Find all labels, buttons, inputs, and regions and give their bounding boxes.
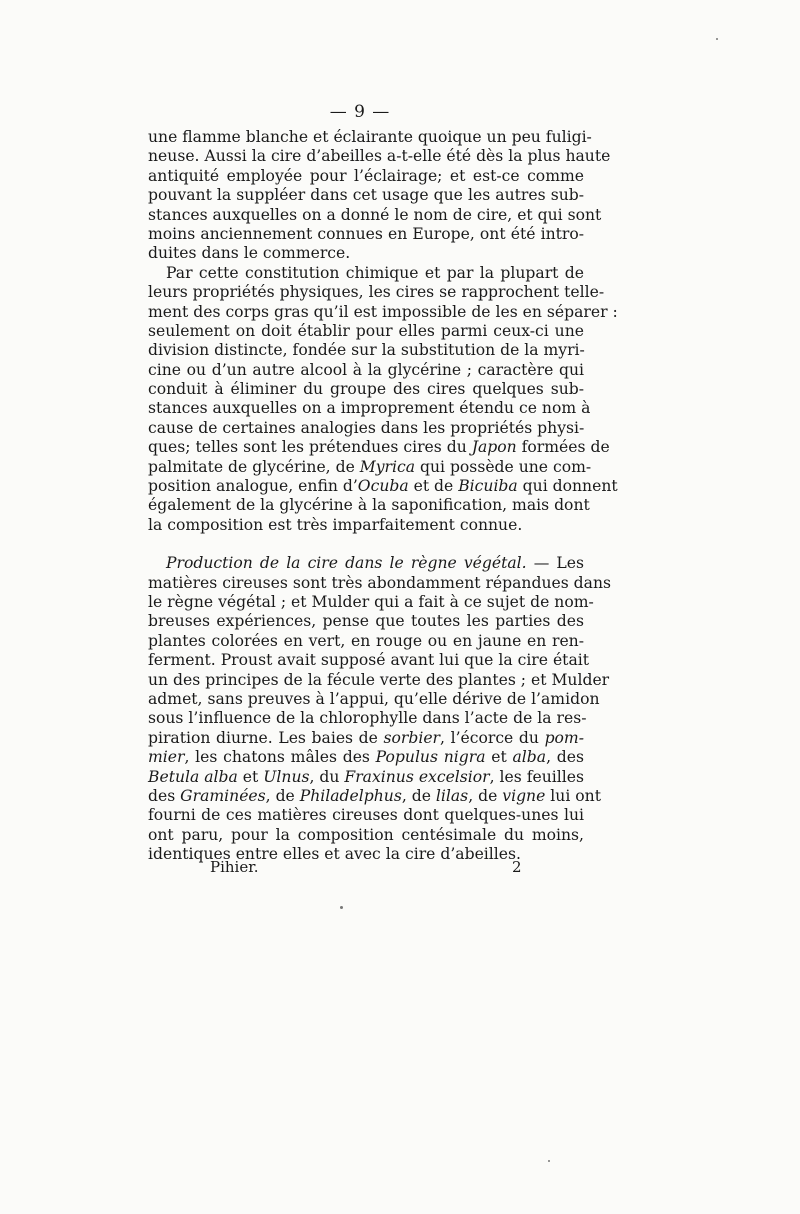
text-line: stances auxquelles on a donné le nom de cire, et qui sont (148, 205, 602, 224)
paper-speck (548, 1160, 550, 1162)
text-line: le règne végétal ; et Mulder qui a fait à ce sujet de nom- (148, 592, 594, 611)
text-line: fourni de ces matières cireuses dont quelques-unes lui (148, 806, 584, 825)
text-line: Par cette constitution chimique et par la plupart de (166, 263, 584, 282)
text-line: division distincte, fondée sur la substitution de la myri- (148, 341, 585, 360)
text-line: Betula alba et Ulnus, du Fraxinus excelsior, les feuilles (148, 767, 584, 786)
text-line: pouvant la suppléer dans cet usage que les autres sub- (148, 186, 584, 205)
text-line: la composition est très imparfaitement connue. (148, 515, 523, 534)
text-line: également de la glycérine à la saponification, mais dont (148, 496, 590, 515)
text-line: des Graminées, de Philadelphus, de lilas, de vigne lui ont (148, 786, 601, 805)
text-line: mier, les chatons mâles des Populus nigra et alba, des (148, 748, 584, 767)
text-line: ques; telles sont les prétendues cires du Japon formées de (148, 438, 610, 457)
text-line: ment des corps gras qu’il est impossible de les en séparer : (148, 302, 618, 321)
text-line: cause de certaines analogies dans les propriétés physi- (148, 418, 585, 437)
text-line: duites dans le commerce. (148, 244, 351, 263)
text-line: moins anciennement connues en Europe, ont été intro- (148, 224, 584, 243)
paragraph-wax-lighting (148, 128, 611, 264)
text-line: admet, sans preuves à l’appui, qu’elle dérive de l’amidon (148, 689, 600, 708)
text-line: neuse. Aussi la cire d’abeilles a-t-elle été dès la plus haute (148, 147, 611, 166)
text-line: position analogue, enfin d’Ocuba et de Bicuiba qui donnent (148, 477, 618, 496)
text-line: antiquité employée pour l’éclairage; et est-ce comme (148, 166, 584, 185)
signature-mark: 2 (512, 858, 522, 876)
text-line: ferment. Proust avait supposé avant lui que la cire était (148, 651, 589, 670)
paragraph-plant-wax (148, 554, 612, 864)
text-line: un des principes de la fécule verte des plantes ; et Mulder (148, 670, 610, 689)
text-line: seulement on doit établir pour elles parmi ceux-ci une (148, 321, 584, 340)
text-line: breuses expériences, pense que toutes les parties des (148, 612, 584, 631)
text-line: leurs propriétés physiques, les cires se rapprochent telle- (148, 283, 605, 302)
text-line: sous l’influence de la chlorophylle dans l’acte de la res- (148, 709, 587, 728)
text-line: matières cireuses sont très abondamment répandues dans (148, 573, 612, 592)
paragraph-gap (148, 535, 584, 554)
text-line: conduit à éliminer du groupe des cires quelques sub- (148, 380, 584, 399)
author-name: Pihier. (210, 858, 259, 876)
text-line: identiques entre elles et avec la cire d’abeilles. (148, 845, 521, 864)
text-line: cine ou d’un autre alcool à la glycérine ; caractère qui (148, 360, 584, 379)
text-line: plantes colorées en vert, en rouge ou en jaune en ren- (148, 631, 584, 650)
text-line: ont paru, pour la composition centésimale du moins, (148, 825, 584, 844)
text-column (148, 128, 618, 864)
section-heading-line: Production de la cire dans le règne végétal. — Les (166, 554, 585, 573)
paper-speck (340, 906, 343, 909)
text-line: piration diurne. Les baies de sorbier, l’écorce du pom- (148, 728, 584, 747)
page-number: — 9 — (329, 102, 391, 122)
text-line: stances auxquelles on a improprement étendu ce nom à (148, 399, 591, 418)
text-line: palmitate de glycérine, de Myrica qui possède une com- (148, 457, 592, 476)
text-line: une flamme blanche et éclairante quoique un peu fuligi- (148, 128, 592, 146)
paper-speck (716, 38, 718, 40)
paragraph-chemical-constitution (148, 263, 618, 535)
